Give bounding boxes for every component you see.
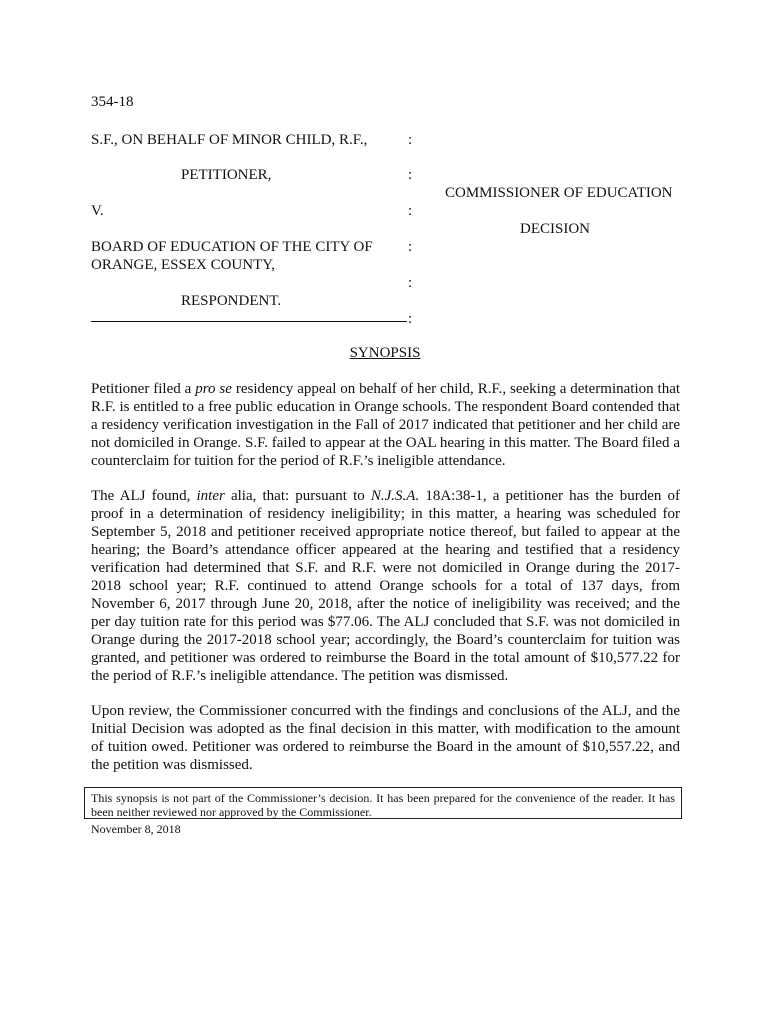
paragraph-italic-text: inter — [196, 488, 225, 504]
caption-colon: : — [408, 239, 413, 255]
caption-versus: V. — [91, 203, 104, 219]
paragraph-text: 18A:38-1, a petitioner has the burden of proof in a determination of residency ineligibility; in this matter, a hearing was scheduled for September 5, 2018 and petitioner received appropriate notice thereof, but failed to appear at the hearing; the Board’s attendance officer appeared at the hearing and testified that a residency verification had determined that S.F. and R.F. were not domiciled in Orange during the 2017-2018 school year; R.F. continued to attend Orange schools for a total of 137 days, from November 6, 2017 through June 20, 2018, after the notice of ineligibility was received; and the per day tuition rate for this period was $77.06. The ALJ concluded that S.F. was not domiciled in Orange during the 2017-2018 school year; accordingly, the Board’s counterclaim for tuition was granted, and petitioner was ordered to reimburse the Board in the total amount of $10,577.22 for the period of R.F.’s ineligible attendance. The petition was dismissed. — [91, 488, 681, 684]
caption-respondent-line1: BOARD OF EDUCATION OF THE CITY OF — [91, 239, 373, 255]
synopsis-paragraph-1 — [91, 380, 680, 470]
agency-name: COMMISSIONER OF EDUCATION — [445, 185, 673, 201]
caption-petitioner: S.F., ON BEHALF OF MINOR CHILD, R.F., — [91, 132, 368, 148]
synopsis-disclaimer-box — [84, 787, 682, 819]
caption-colon: : — [408, 167, 413, 183]
synopsis-heading — [0, 344, 770, 362]
caption-respondent-line2: ORANGE, ESSEX COUNTY, — [91, 257, 275, 273]
paragraph-text: Petitioner filed a — [91, 381, 196, 397]
caption-colon: : — [408, 203, 413, 219]
disclaimer-text: This synopsis is not part of the Commissioner’s decision. It has been prepared for the convenience of the reader. It has been neither reviewed nor approved by the Commissioner. — [91, 791, 675, 819]
paragraph-text: alia, that: pursuant to — [224, 488, 371, 504]
paragraph-text: residency appeal on behalf of her child, R.F., seeking a determination that R.F. is entitled to a free public education in Orange schools. The respondent Board contended that a residency verification investigation in the Fall of 2017 indicated that petitioner and her child are not domiciled in Orange. S.F. failed to appear at the OAL hearing in this matter. The Board filed a counterclaim for tuition for the period of R.F.’s ineligible attendance. — [91, 381, 681, 469]
paragraph-italic-text: N.J.S.A. — [370, 488, 420, 504]
docket-number: 354-18 — [91, 94, 134, 110]
synopsis-paragraph-3: Upon review, the Commissioner concurred with the findings and conclusions of the ALJ, and the Initial Decision was adopted as the final decision in this matter, with modification to the amount of tuition owed. Petitioner was ordered to reimburse the Board in the amount of $10,557.22, and the petition was dismissed. — [91, 703, 680, 773]
caption-colon: : — [408, 311, 413, 327]
synopsis-paragraph-2 — [91, 487, 680, 685]
synopsis-heading-text: SYNOPSIS — [349, 345, 421, 361]
document-type: DECISION — [520, 221, 590, 237]
caption-petitioner-role: PETITIONER, — [181, 167, 272, 183]
paragraph-italic-text: pro se — [195, 381, 232, 397]
paragraph-text: The ALJ found, — [91, 488, 197, 504]
decision-date: November 8, 2018 — [91, 822, 181, 836]
caption-respondent-role: RESPONDENT. — [181, 293, 282, 309]
caption-colon: : — [408, 132, 413, 148]
caption-colon: : — [408, 275, 413, 291]
caption-divider — [91, 321, 407, 322]
